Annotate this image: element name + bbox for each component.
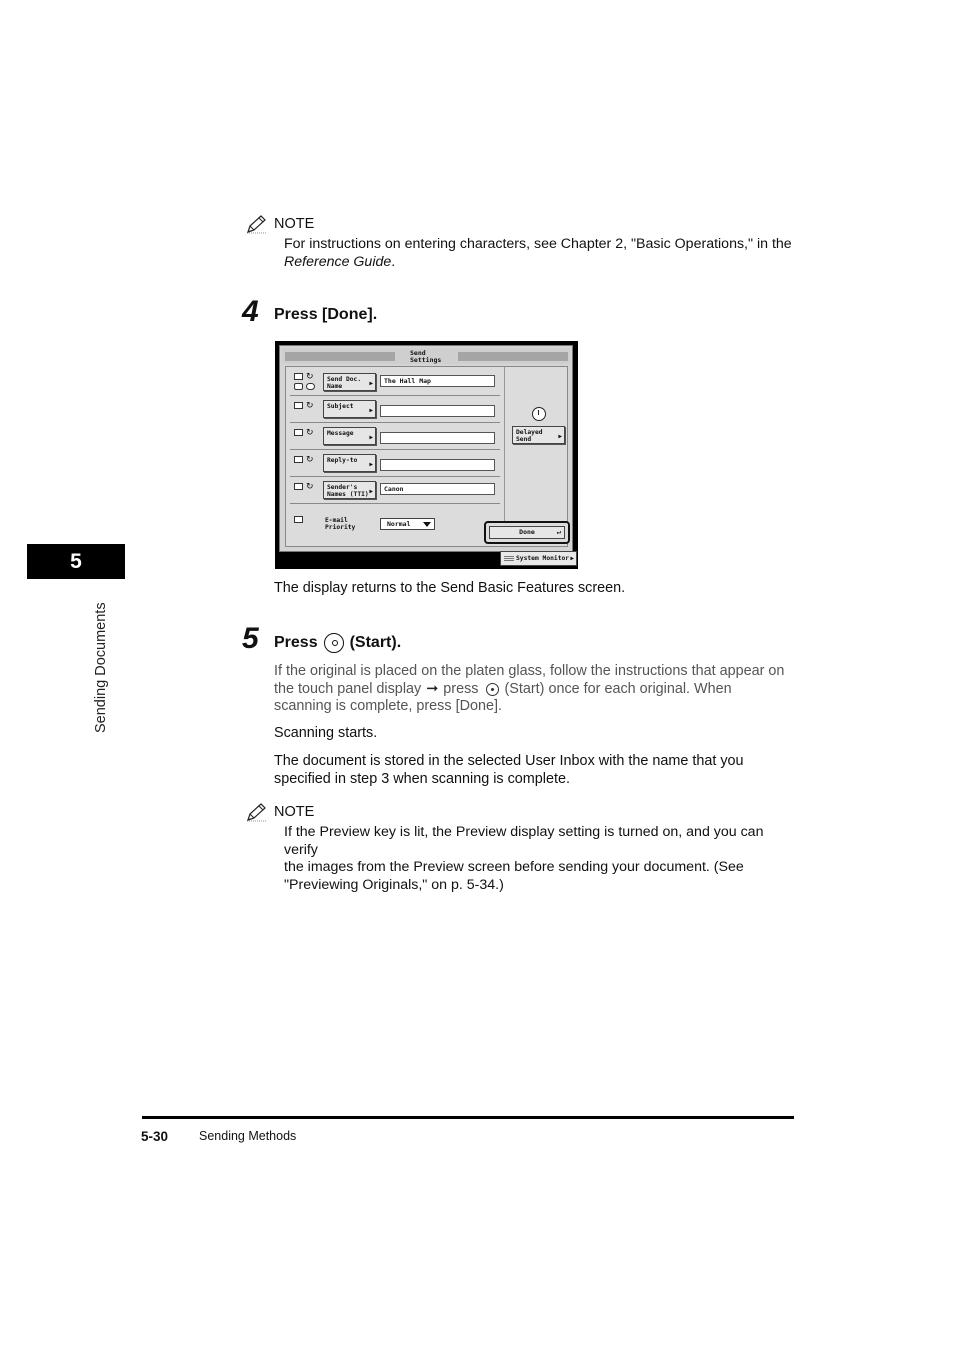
stored-text-line1: The document is stored in the selected User Inbox with the name that you (274, 753, 744, 769)
arrow-right-icon: ▶ (369, 488, 373, 495)
section-name: Sending Methods (199, 1129, 297, 1143)
panel-divider (504, 367, 505, 530)
forward-arrow-icon: ↻ (306, 481, 314, 491)
chevron-down-icon (423, 522, 431, 527)
step-5-title-press: Press (274, 634, 318, 651)
settings-row-subject (290, 397, 500, 423)
header-pattern-right (458, 352, 568, 361)
inbox-icon (306, 383, 315, 390)
note-label: NOTE (274, 216, 315, 232)
screen-panel (279, 345, 573, 552)
button-label: Send Doc. (327, 376, 362, 383)
note-text (284, 236, 794, 271)
step-number-4: 4 (242, 295, 259, 328)
send-settings-body (285, 366, 568, 547)
mail-box-icon (294, 402, 303, 409)
subject-field[interactable] (380, 405, 495, 417)
stored-text (274, 753, 794, 788)
note-text-main: For instructions on entering characters, see Chapter 2, "Basic Operations," in the (284, 236, 792, 252)
subject-button[interactable] (323, 400, 376, 418)
note-text (284, 824, 799, 894)
button-label: Name (327, 383, 343, 390)
arrow-right-icon: ▶ (570, 555, 574, 562)
row-icons (294, 400, 320, 420)
email-priority-label (325, 517, 355, 531)
reply-to-button[interactable] (323, 454, 376, 472)
forward-arrow-icon: ↻ (306, 400, 314, 410)
button-label: Sender's (327, 484, 358, 491)
row-icons (294, 454, 320, 474)
monitor-icon (504, 556, 514, 562)
forward-arrow-icon: ↻ (306, 427, 314, 437)
button-label: Message (327, 430, 354, 437)
button-label: Delayed (516, 429, 543, 436)
arrow-right-icon: ▶ (369, 461, 373, 468)
settings-row-reply-to (290, 451, 500, 477)
mail-box-icon (294, 516, 303, 523)
chapter-side-label (93, 590, 113, 735)
send-doc-name-button[interactable] (323, 373, 376, 391)
row-icons (294, 481, 320, 501)
send-doc-name-field[interactable]: The Hall Map (380, 375, 495, 387)
step-5-title (274, 633, 401, 653)
done-button[interactable] (489, 526, 565, 539)
step-4-result: The display returns to the Send Basic Features screen. (274, 580, 626, 596)
system-monitor-label: System Monitor (516, 555, 570, 562)
message-button[interactable] (323, 427, 376, 445)
step-5-detail-line1: If the original is placed on the platen glass, follow the instructions that appear on (274, 663, 785, 679)
note-text-end: . (391, 253, 396, 270)
touch-panel-screenshot (275, 341, 578, 569)
return-icon: ↵ (556, 528, 561, 536)
note-text-line3: "Previewing Originals," on p. 5-34.) (284, 876, 504, 893)
settings-row-message (290, 424, 500, 450)
file-icon (294, 383, 303, 390)
priority-value: Normal (387, 520, 411, 528)
right-arrow-icon: ➞ (426, 680, 439, 697)
button-label: Subject (327, 403, 354, 410)
note-text-line2: the images from the Preview screen before sending your document. (See (284, 859, 744, 875)
step-5-detail-line3: scanning is complete, press [Done]. (274, 698, 502, 714)
forward-arrow-icon: ↻ (306, 371, 314, 381)
mail-box-icon (294, 429, 303, 436)
note-text-line1: If the Preview key is lit, the Preview display setting is turned on, and you can verify (284, 824, 764, 858)
note-label: NOTE (274, 804, 315, 820)
step-5-detail (274, 663, 794, 716)
arrow-right-icon: ▶ (369, 407, 373, 414)
chapter-tab (27, 544, 125, 579)
chapter-title: Sending Documents (93, 602, 109, 733)
priority-label-line1: E-mail (325, 517, 348, 524)
button-label: Send (516, 436, 532, 443)
button-label: Reply-to (327, 457, 358, 464)
settings-row-senders-names (290, 478, 500, 504)
forward-arrow-icon: ↻ (306, 454, 314, 464)
scanning-starts-text: Scanning starts. (274, 725, 378, 741)
button-label: Names (TTI) (327, 491, 369, 498)
footer-rule (142, 1116, 794, 1119)
delayed-send-button[interactable] (512, 426, 565, 444)
priority-label-line2: Priority (325, 524, 356, 531)
note-reference-title: Reference Guide (284, 253, 392, 270)
reply-to-field[interactable] (380, 459, 495, 471)
detail-text: the touch panel display (274, 680, 422, 697)
step-4-title: Press [Done]. (274, 306, 378, 323)
arrow-right-icon: ▶ (369, 380, 373, 387)
row-icons (294, 427, 320, 447)
screen-header (282, 348, 570, 364)
done-label: Done (519, 528, 535, 536)
clock-icon (532, 407, 546, 421)
pencil-note-icon (246, 802, 268, 822)
start-key-icon (486, 683, 499, 696)
senders-names-field[interactable]: Canon (380, 483, 495, 495)
page-number: 5-30 (141, 1129, 169, 1144)
step-5-title-start: (Start). (349, 634, 402, 651)
screen-title (410, 350, 441, 364)
mail-box-icon (294, 483, 303, 490)
settings-row-send-doc-name (290, 370, 500, 396)
mail-box-icon (294, 373, 303, 380)
email-priority-select[interactable] (380, 518, 435, 530)
senders-names-button[interactable] (323, 481, 376, 499)
pencil-note-icon (246, 214, 268, 234)
header-pattern-left (285, 352, 395, 361)
detail-text: (Start) once for each original. When (504, 680, 732, 697)
mail-box-icon (294, 456, 303, 463)
start-key-icon (324, 633, 344, 653)
row-icons (294, 373, 320, 393)
stored-text-line2: specified in step 3 when scanning is complete. (274, 770, 570, 787)
chapter-number: 5 (70, 549, 82, 573)
arrow-right-icon: ▶ (558, 433, 562, 440)
done-button-highlight (484, 521, 570, 544)
screen-title-line1: Send (410, 349, 426, 357)
system-monitor-button[interactable] (500, 551, 577, 566)
step-number-5: 5 (242, 622, 259, 655)
arrow-right-icon: ▶ (369, 434, 373, 441)
detail-text: press (443, 680, 479, 697)
message-field[interactable] (380, 432, 495, 444)
step-5-detail-line2 (274, 681, 794, 699)
screen-title-line2: Settings (410, 356, 442, 364)
